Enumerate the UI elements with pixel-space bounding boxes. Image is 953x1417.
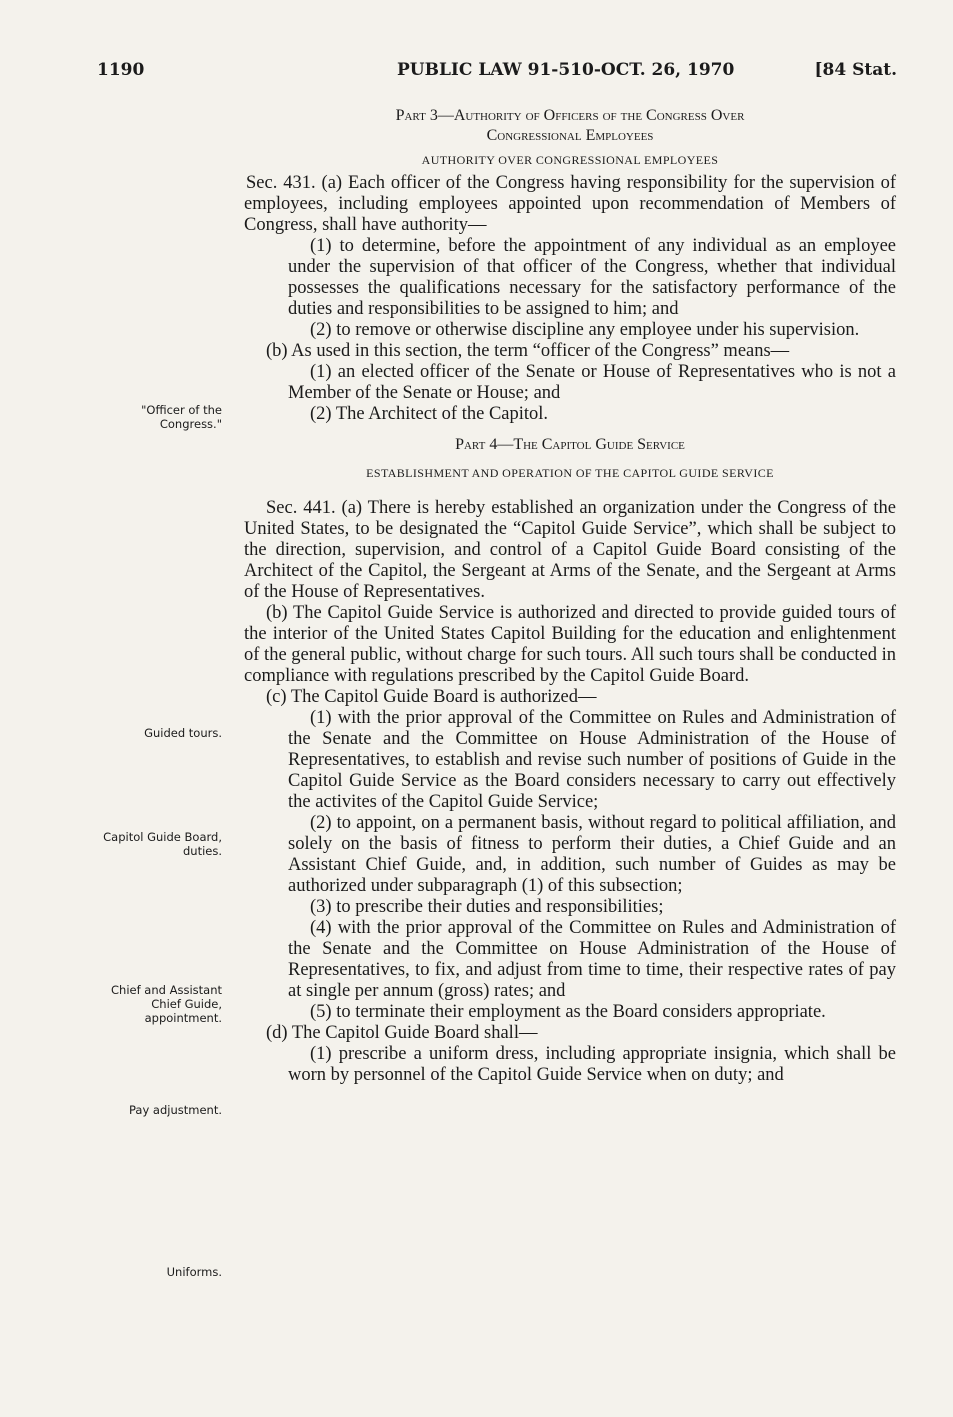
- sec-441-d-1: (1) prescribe a uniform dress, including appropriate insignia, which shall be worn by personnel of the Capitol Guide Service when on duty; and: [288, 1044, 896, 1085]
- part-3-heading: [244, 106, 896, 146]
- law-text: [244, 104, 896, 1086]
- sec-441-c-4: (4) with the prior approval of the Committee on Rules and Administration of the Senate and the Committee on House Administration of the House of Representatives, to fix, and adjust from time to time, their respective rates of pay at single per annum (gross) rates; and: [288, 918, 896, 1001]
- sec-441-c-2: (2) to appoint, on a permanent basis, without regard to political affiliation, and solely on the basis of fitness to perform their duties, a Chief Guide and an Assistant Chief Guide, and, in addition, such number of Guides as may be authorized under subparagraph (1) of this subsection;: [288, 813, 896, 896]
- sec-441-d: (d) The Capitol Guide Board shall—: [266, 1023, 538, 1043]
- margin-note-board-duties: Capitol Guide Board, duties.: [103, 830, 222, 858]
- section-heading-authority: AUTHORITY OVER CONGRESSIONAL EMPLOYEES: [421, 153, 719, 167]
- running-head: [97, 60, 897, 86]
- sec-441-a: Sec. 441. (a) There is hereby established an organization under the Congress of the United States, to be designated the “Capitol Guide Service”, which shall be subject to the direction, supervision, and control of a Capitol Guide Board consisting of the Architect of the Capitol, the Sergeant at Arms of the Senate, and the Sergeant at Arms of the House of Representatives.: [244, 498, 896, 602]
- sec-441-c-5: (5) to terminate their employment as the Board considers appropriate.: [310, 1002, 826, 1022]
- margin-note-pay-adjustment: Pay adjustment.: [129, 1103, 222, 1117]
- sec-441-c: (c) The Capitol Guide Board is authorized—: [266, 687, 597, 707]
- sec-431-a-2: (2) to remove or otherwise discipline any employee under his supervision.: [310, 320, 860, 340]
- sec-441-c-3: (3) to prescribe their duties and responsibilities;: [310, 897, 664, 917]
- margin-note-guided-tours: Guided tours.: [144, 726, 222, 740]
- law-title: PUBLIC LAW 91-510-OCT. 26, 1970: [397, 60, 735, 80]
- sec-431-a-1: (1) to determine, before the appointment of any individual as an employee under the supervision of that officer of the Congress, whether that individual possesses the qualifications necessary for the satisfactory performance of the duties and responsibilities to be assigned to him; and: [288, 236, 896, 319]
- section-heading-guide-service: ESTABLISHMENT AND OPERATION OF THE CAPITOL GUIDE SERVICE: [366, 466, 774, 480]
- sec-431-b-1: (1) an elected officer of the Senate or House of Representatives who is not a Member of the Senate or House; and: [288, 362, 896, 403]
- margin-note-chief-guide: Chief and Assistant Chief Guide, appointment.: [111, 983, 222, 1025]
- part-3-heading-line-1: Part 3—Authority of Officers of the Congress Over: [395, 107, 745, 124]
- sec-431-b-2: (2) The Architect of the Capitol.: [310, 404, 549, 424]
- sec-431-a: Sec. 431. (a) Each officer of the Congress having responsibility for the supervision of employees, including employees appointed upon recommendation of Members of Congress, shall have authority—: [244, 173, 896, 235]
- margin-note-officer-of-congress: "Officer of the Congress.": [141, 403, 222, 431]
- margin-note-uniforms: Uniforms.: [166, 1265, 222, 1279]
- sec-431-b: (b) As used in this section, the term “officer of the Congress” means—: [266, 341, 790, 361]
- part-3-heading-line-2: Congressional Employees: [486, 127, 654, 144]
- sec-441-b: (b) The Capitol Guide Service is authorized and directed to provide guided tours of the interior of the United States Capitol Building for the education and enlightenment of the general public, without charge for such tours. All such tours shall be conducted in compliance with regulations prescribed by the Capitol Guide Board.: [244, 603, 896, 686]
- statute-reference: [84 Stat.: [814, 60, 897, 80]
- page-number: 1190: [97, 60, 145, 80]
- part-4-heading: Part 4—The Capitol Guide Service: [455, 436, 685, 453]
- sec-441-c-1: (1) with the prior approval of the Committee on Rules and Administration of the Senate and the Committee on House Administration of the House of Representatives, to establish and revise such number of positions of Guide in the Capitol Guide Service as the Board considers necessary to carry out effectively the activites of the Capitol Guide Service;: [288, 708, 896, 812]
